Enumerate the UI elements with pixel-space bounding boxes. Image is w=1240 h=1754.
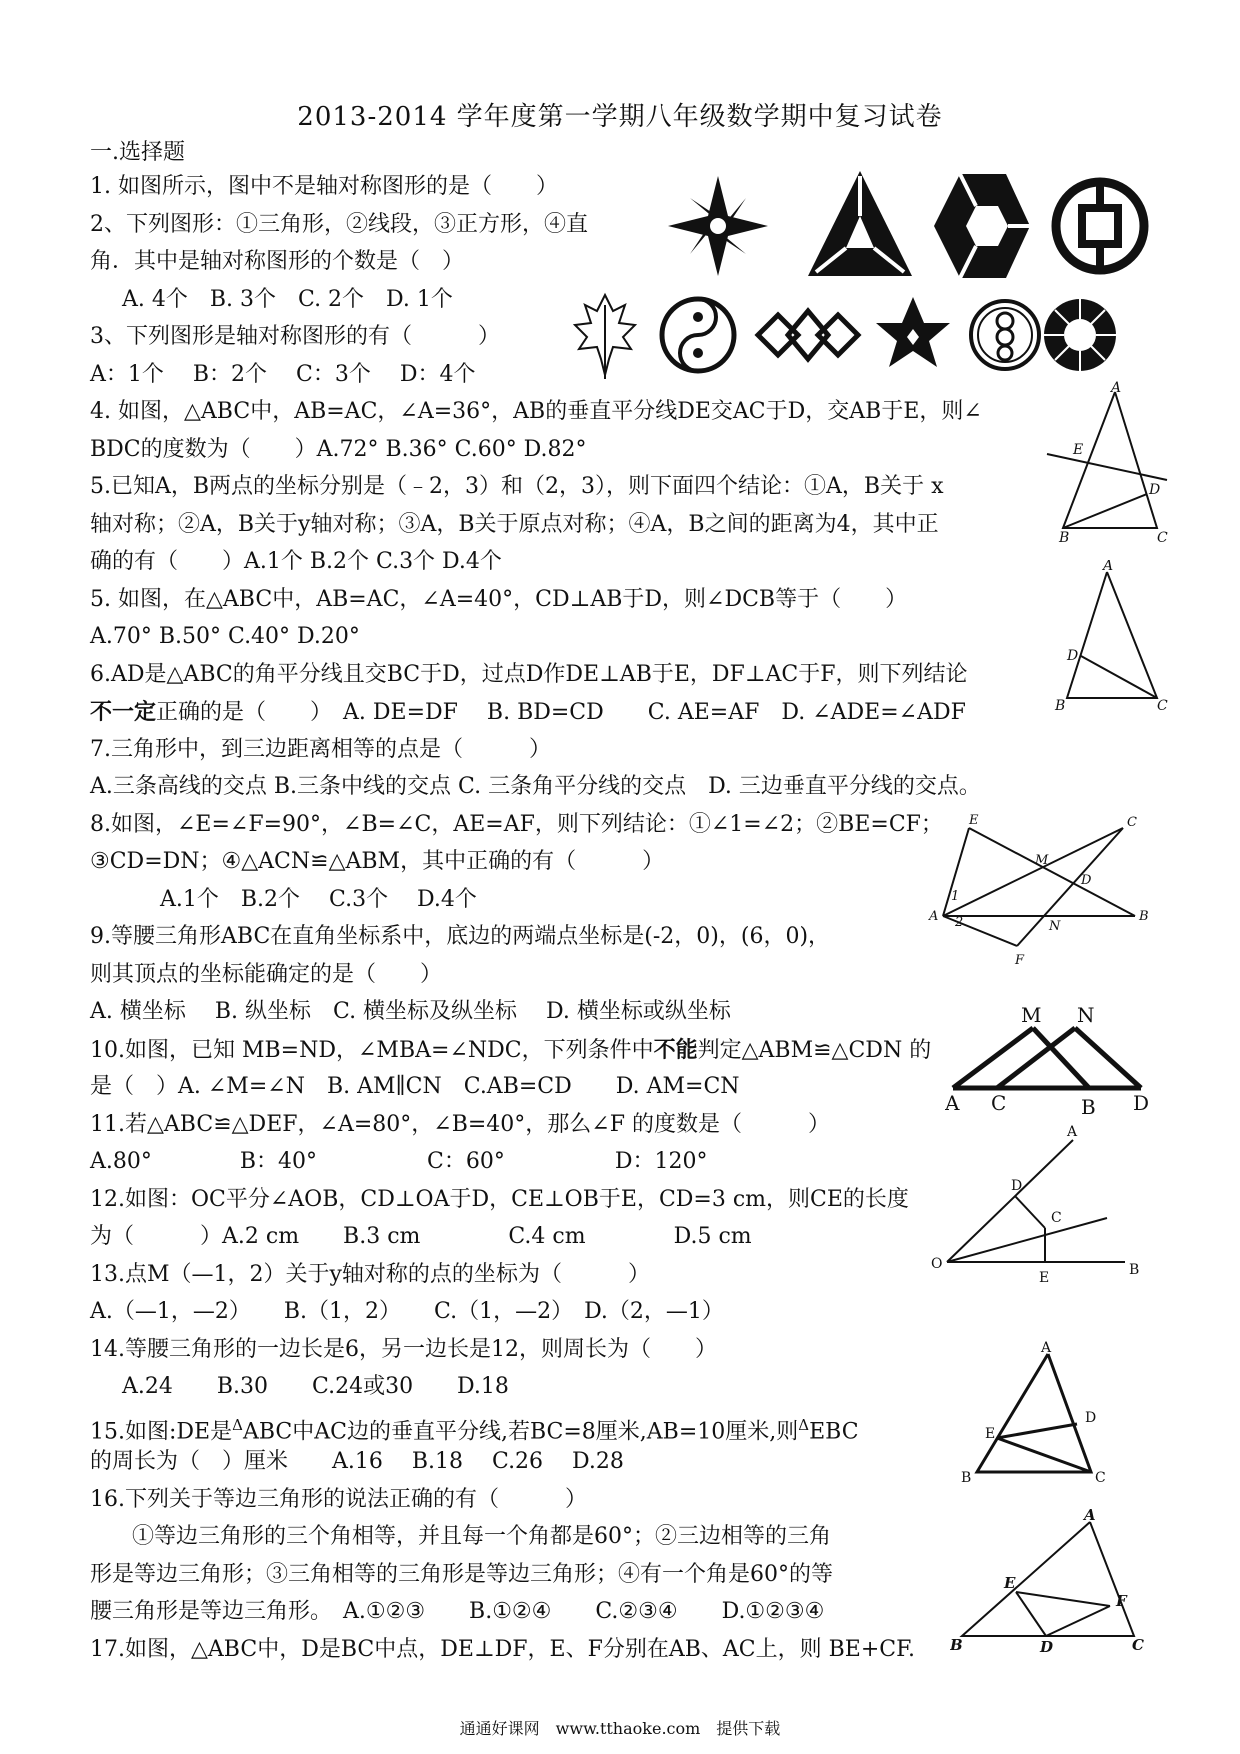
label-b: B	[1055, 698, 1066, 714]
label-f: F	[1015, 953, 1025, 968]
label-a: A	[1111, 380, 1122, 396]
question-line: 14.等腰三角形的一边长是6，另一边长是12，则周长为（ ）	[90, 1337, 717, 1362]
answer-options: A.（—1，—2） B.（1，2） C.（1，—2） D.（2，—1）	[90, 1299, 724, 1324]
label-a: A	[1084, 1508, 1096, 1524]
label-b: B	[1081, 1095, 1096, 1115]
label-f: F	[1116, 1592, 1127, 1610]
question-line: 是（ ）A. ∠M=∠N B. AM∥CN C.AB=CD D. AM=CN	[90, 1074, 740, 1099]
label-b: B	[950, 1636, 963, 1653]
label-n: N	[1077, 1003, 1095, 1027]
pentagon-star-icon	[876, 297, 950, 367]
q5-triangle-figure	[1045, 560, 1175, 715]
question-line: 12.如图：OC平分∠AOB，CD⊥OA于D，CE⊥OB于E，CD=3 cm，则CE的长度	[90, 1187, 909, 1212]
label-d: D	[1011, 1178, 1023, 1194]
label-a: A	[1041, 1340, 1052, 1356]
question-line: 17.如图，△ABC中，D是BC中点，DE⊥DF，E、F分别在AB、AC上，则 BE+CF.	[90, 1637, 915, 1662]
question-line: ③CD=DN；④△ACN≌△ABM，其中正确的有（ ）	[90, 849, 665, 874]
question-line: 7.三角形中，到三边距离相等的点是（ ）	[90, 737, 551, 762]
label-angle-2: 2	[955, 915, 964, 930]
question-line: 8.如图，∠E=∠F=90°，∠B=∠C，AE=AF，则下列结论：①∠1=∠2；②BE=CF；	[90, 812, 943, 837]
label-d: D	[1085, 1410, 1097, 1426]
yin-yang-icon	[662, 299, 734, 371]
maple-leaf-icon	[575, 295, 635, 379]
question-line: 的周长为（ ）厘米 A.16 B.18 C.26 D.28	[90, 1449, 624, 1474]
label-a: A	[1067, 1124, 1078, 1140]
q4-triangle-figure	[1045, 380, 1185, 545]
label-e: E	[969, 813, 979, 828]
question-line: 4. 如图，△ABC中，AB=AC，∠A=36°，AB的垂直平分线DE交AC于D，交AB于E，则∠	[90, 399, 982, 424]
label-c: C	[1127, 815, 1137, 830]
footer: 通通好课网 www.tthaoke.com 提供下载	[459, 1719, 781, 1738]
question-line: 13.点M（—1，2）关于y轴对称的点的坐标为（ ）	[90, 1262, 650, 1287]
q10-figure	[945, 1000, 1155, 1115]
label-d: D	[1067, 648, 1079, 664]
label-n: N	[1049, 919, 1061, 934]
question-line: 11.若△ABC≌△DEF，∠A=80°，∠B=40°，那么∠F 的度数是（ ）	[90, 1112, 830, 1137]
question-line: 15.如图:DE是$^\Delta$ABC中AC边的垂直平分线,若BC=8厘米,AB=10厘米,则$^\Delta$EBC	[90, 1416, 859, 1445]
question-line: 10.如图，已知 MB=ND，∠MBA=∠NDC，下列条件中不能判定△ABM≌△CDN 的	[90, 1037, 932, 1063]
label-b: B	[1129, 1262, 1140, 1278]
sunburst-icon	[1044, 299, 1116, 371]
label-d: D	[1133, 1091, 1150, 1115]
question-line: 腰三角形是等边三角形。 A.①②③ B.①②④ C.②③④ D.①②③④	[90, 1599, 825, 1624]
label-a: A	[1103, 560, 1114, 574]
label-c: C	[1095, 1470, 1106, 1486]
triangle-logo-icon	[808, 171, 912, 276]
question-line: 则其顶点的坐标能确定的是（ ）	[90, 962, 443, 987]
q8-figure	[925, 808, 1155, 978]
label-m: M	[1021, 1003, 1042, 1027]
label-angle-1: 1	[951, 889, 960, 904]
label-e: E	[985, 1426, 996, 1442]
question-line: 5. 如图，在△ABC中，AB=AC，∠A=40°，CD⊥AB于D，则∠DCB等于（ ）	[90, 587, 908, 612]
bold-emphasis: 不一定	[90, 699, 157, 725]
answer-options: A. 4个 B. 3个 C. 2个 D. 1个	[122, 287, 453, 312]
question-line: 轴对称；②A，B关于y轴对称；③A，B关于原点对称；④A，B之间的距离为4，其中正	[90, 512, 939, 537]
circle-pattern-icon	[971, 301, 1039, 369]
page-title: 2013-2014 学年度第一学期八年级数学期中复习试卷	[297, 102, 943, 132]
question-line: 2、下列图形：①三角形，②线段，③正方形，④直	[90, 212, 588, 237]
label-m: M	[1035, 853, 1049, 868]
answer-options: A：1个 B：2个 C：3个 D：4个	[90, 362, 476, 387]
answer-options: A.1个 B.2个 C.3个 D.4个	[160, 887, 477, 912]
question-line: 3、下列图形是轴对称图形的有（ ）	[90, 324, 500, 349]
bank-logo-icon	[1056, 182, 1144, 270]
endless-knot-icon	[758, 311, 858, 359]
label-a: A	[929, 909, 939, 924]
q15-figure	[955, 1340, 1140, 1490]
question-line: 1. 如图所示，图中不是轴对称图形的是（ ）	[90, 174, 558, 199]
answer-options: A.24 B.30 C.24或30 D.18	[122, 1374, 509, 1399]
label-d: D	[1149, 482, 1161, 498]
hexagon-logo-icon	[934, 174, 1030, 278]
label-c: C	[1157, 530, 1168, 545]
label-b: B	[961, 1470, 972, 1486]
label-c: C	[1157, 698, 1168, 714]
q12-angle-figure	[925, 1122, 1155, 1302]
answer-options: A.70° B.50° C.40° D.20°	[90, 624, 360, 649]
compass-star-icon	[668, 176, 768, 276]
question-line: 为（ ）A.2 cm B.3 cm C.4 cm D.5 cm	[90, 1224, 752, 1249]
label-b: B	[1059, 530, 1070, 545]
label-d: D	[1040, 1638, 1054, 1653]
question-line: BDC的度数为（ ）A.72° B.36° C.60° D.82°	[90, 437, 587, 462]
label-b: B	[1139, 909, 1149, 924]
question-line: 9.等腰三角形ABC在直角坐标系中，底边的两端点坐标是(-2，0)，(6，0)，	[90, 924, 831, 949]
question-line: 确的有（ ）A.1个 B.2个 C.3个 D.4个	[90, 549, 502, 574]
question-line: 5.已知A，B两点的坐标分别是（﹣2，3）和（2，3），则下面四个结论：①A，B关于 x	[90, 474, 944, 499]
question-line: 不一定正确的是（ ） A. DE=DF B. BD=CD C. AE=AF D. ∠ADE=∠ADF	[90, 699, 966, 725]
label-e: E	[1073, 442, 1084, 458]
q17-figure	[950, 1508, 1155, 1653]
answer-options: A.三条高线的交点 B.三条中线的交点 C. 三条角平分线的交点 D. 三边垂直平分线的交点。	[90, 774, 981, 799]
label-c: C	[991, 1091, 1007, 1115]
section-heading: 一.选择题	[90, 140, 185, 165]
q3-symbol-figures	[565, 290, 1120, 380]
question-line: 形是等边三角形；③三角相等的三角形是等边三角形；④有一个角是60°的等	[90, 1562, 833, 1587]
bold-emphasis: 不能	[653, 1037, 698, 1063]
question-line: 16.下列关于等边三角形的说法正确的有（ ）	[90, 1487, 587, 1512]
label-o: O	[931, 1256, 943, 1272]
question-line: 角．其中是轴对称图形的个数是（ ）	[90, 249, 465, 274]
label-e: E	[1039, 1270, 1050, 1286]
label-d: D	[1081, 873, 1092, 888]
q1-symbol-figures	[660, 168, 1160, 288]
question-line: 6.AD是△ABC的角平分线且交BC于D，过点D作DE⊥AB于E，DF⊥AC于F，则下列结论	[90, 662, 968, 687]
answer-options: A. 横坐标 B. 纵坐标 C. 横坐标及纵坐标 D. 横坐标或纵坐标	[90, 999, 731, 1024]
label-c: C	[1132, 1636, 1144, 1653]
answer-options: A.80° B：40° C：60° D：120°	[90, 1149, 708, 1174]
label-e: E	[1004, 1574, 1016, 1592]
label-a: A	[945, 1091, 960, 1115]
question-line: ①等边三角形的三个角相等，并且每一个角都是60°；②三边相等的三角	[132, 1524, 831, 1549]
label-c: C	[1051, 1210, 1062, 1226]
